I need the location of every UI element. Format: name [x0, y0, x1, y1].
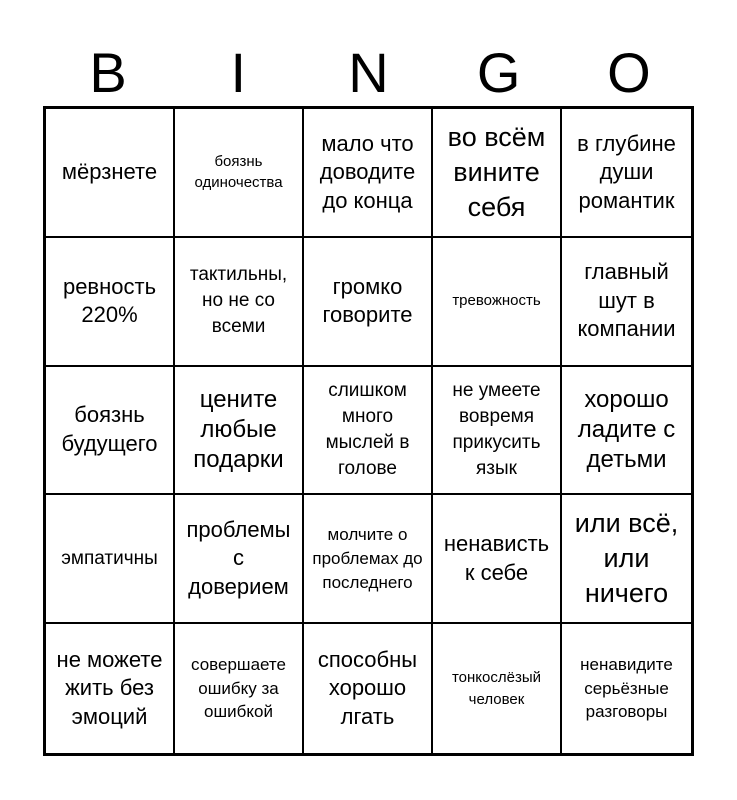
bingo-cell-label: боязнь одиночества: [194, 152, 283, 192]
bingo-cell-r3-c4[interactable]: [433, 367, 562, 496]
bingo-cell-label: или всё, или ничего: [574, 508, 679, 609]
bingo-cell-r2-c2[interactable]: [175, 238, 304, 367]
bingo-cell-label: тревожность: [452, 292, 541, 310]
header-letter-g: G: [476, 41, 521, 104]
header-letter-b: B: [89, 41, 127, 104]
bingo-cell-r1-c5[interactable]: [562, 109, 691, 238]
bingo-cell-r3-c1[interactable]: [46, 367, 175, 496]
bingo-cell-r2-c5[interactable]: [562, 238, 691, 367]
bingo-cell-label: ненавидите серьёзные разговоры: [580, 654, 673, 722]
bingo-cell-label: не можете жить без эмоций: [56, 646, 163, 729]
bingo-cell-r2-c1[interactable]: [46, 238, 175, 367]
bingo-cell-r1-c4[interactable]: [433, 109, 562, 238]
bingo-cell-r5-c3[interactable]: [304, 624, 433, 753]
bingo-cell-label: хорошо ладите с детьми: [577, 385, 676, 473]
bingo-cell-label: способны хорошо лгать: [317, 646, 418, 729]
bingo-cell-label: мёрзнете: [61, 159, 158, 185]
bingo-cell-label: ненависть к себе: [443, 531, 550, 585]
bingo-cell-r5-c5[interactable]: [562, 624, 691, 753]
bingo-cell-label: громко говорите: [322, 273, 413, 328]
bingo-board: [43, 106, 694, 756]
bingo-cell-label: во всём вините себя: [447, 121, 546, 222]
bingo-cell-label: в глубине души романтик: [577, 130, 676, 213]
header-letter-o: O: [607, 41, 651, 104]
bingo-cell-r2-c3[interactable]: [304, 238, 433, 367]
bingo-cell-label: совершаете ошибку за ошибкой: [191, 654, 286, 722]
bingo-cell-r5-c2[interactable]: [175, 624, 304, 753]
bingo-cell-r5-c4[interactable]: [433, 624, 562, 753]
bingo-cell-label: боязнь будущего: [61, 402, 158, 456]
header-letter-n: N: [348, 41, 389, 104]
bingo-cell-r4-c2[interactable]: [175, 495, 304, 624]
bingo-cell-label: проблемы с доверием: [186, 516, 291, 600]
bingo-cell-label: ревность 220%: [62, 273, 157, 328]
bingo-cell-label: слишком много мыслей в голове: [325, 379, 410, 480]
bingo-cell-r3-c2[interactable]: [175, 367, 304, 496]
bingo-cell-r1-c2[interactable]: [175, 109, 304, 238]
bingo-cell-label: молчите о проблемах до последнего: [312, 525, 423, 592]
bingo-cell-label: мало что доводите до конца: [319, 130, 416, 213]
bingo-cell-r4-c1[interactable]: [46, 495, 175, 624]
bingo-cell-r5-c1[interactable]: [46, 624, 175, 753]
bingo-cell-label: эмпатичны: [61, 547, 158, 569]
bingo-cell-r2-c4[interactable]: [433, 238, 562, 367]
bingo-cell-r4-c3[interactable]: [304, 495, 433, 624]
bingo-cell-label: тактильны, но не со всеми: [189, 263, 288, 338]
bingo-cell-label: не умеете вовремя прикусить язык: [452, 379, 541, 480]
bingo-header: [43, 40, 694, 106]
bingo-cell-label: цените любые подарки: [193, 385, 284, 473]
header-letter-i: I: [230, 41, 247, 104]
bingo-cell-r4-c5[interactable]: [562, 495, 691, 624]
bingo-cell-r1-c3[interactable]: [304, 109, 433, 238]
bingo-cell-r3-c5[interactable]: [562, 367, 691, 496]
bingo-cell-label: главный шут в компании: [577, 259, 676, 342]
bingo-cell-r1-c1[interactable]: [46, 109, 175, 238]
bingo-cell-r3-c3[interactable]: [304, 367, 433, 496]
bingo-cell-label: тонкослёзый человек: [451, 668, 542, 708]
bingo-cell-r4-c4[interactable]: [433, 495, 562, 624]
